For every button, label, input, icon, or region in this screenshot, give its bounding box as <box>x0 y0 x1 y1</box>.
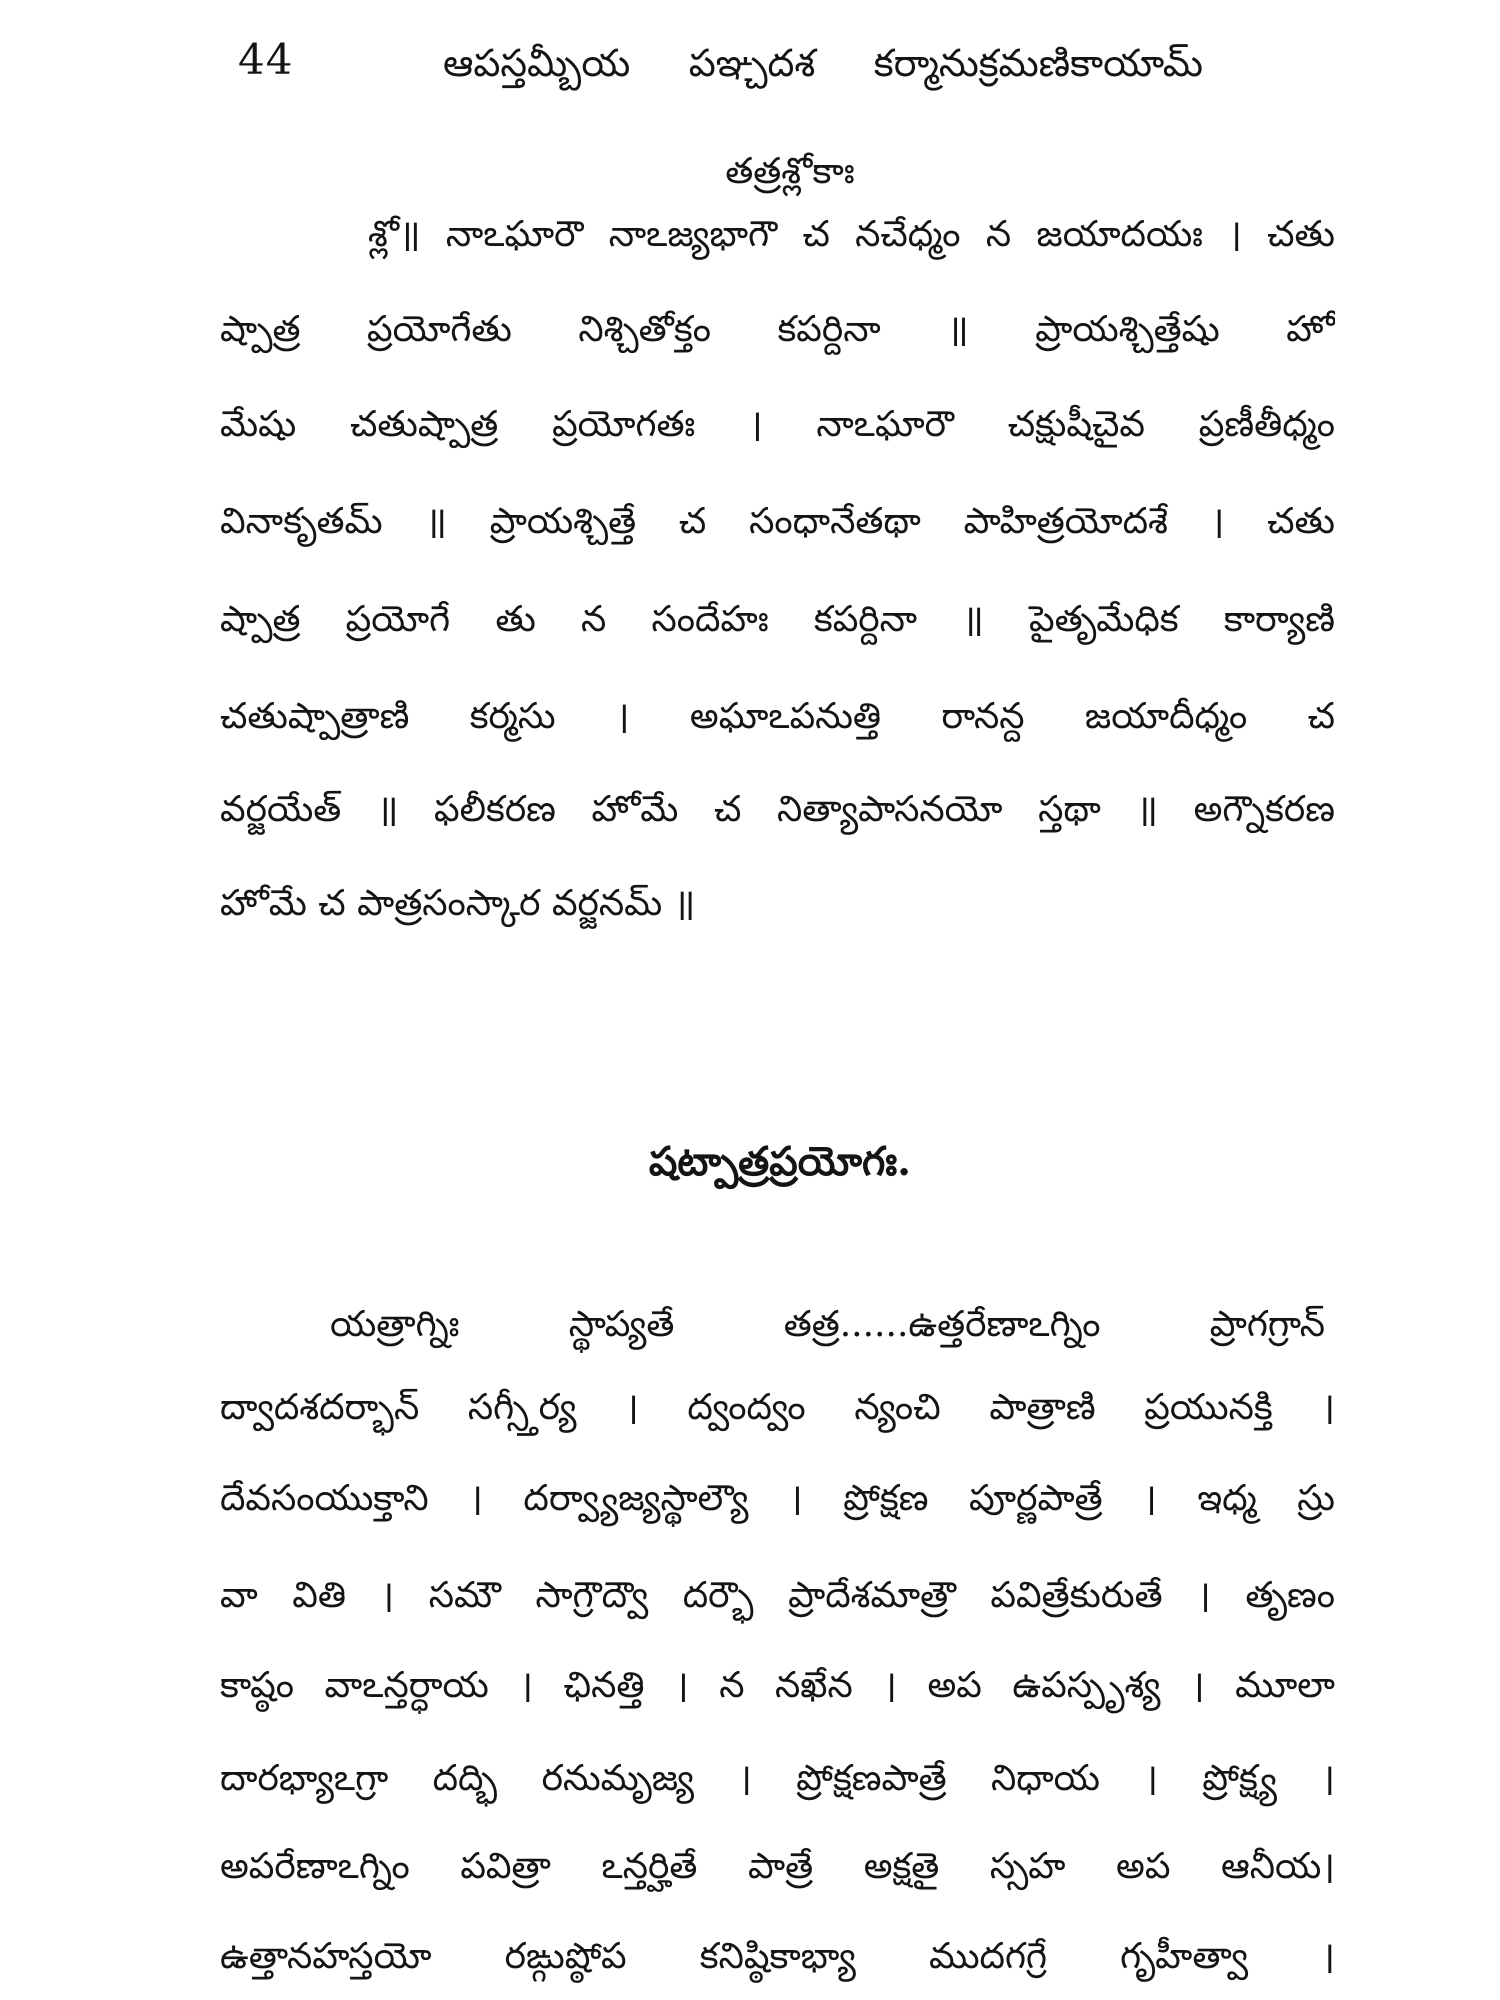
text-line: దారభ్యాఽగ్రా దద్భి రనుమృజ్య । ప్రోక్షణపాత్రే నిధాయ । ప్రోక్ష్య । <box>220 1758 1335 1799</box>
text-line: మేషు చతుష్పాత్ర ప్రయోగతః । నాఽఘారౌ చక్షుషీచైవ ప్రణీతీధ్మం <box>220 404 1335 445</box>
text-line: వా వితి । సమౌ సాగ్రౌద్వౌ దర్భౌ ప్రాదేశమాత్రౌ పవిత్రేకురుతే । తృణం <box>220 1575 1335 1616</box>
text-line: ద్వాదశదర్భాన్ సగ్స్తీర్య । ద్వంద్వం న్యంచి పాత్రాణి ప్రయునక్తి । <box>220 1387 1335 1428</box>
text-line: చతుష్పాత్రాణి కర్మసు । అఘాఽపనుత్తి రానన్ద జయాదీధ్మం చ <box>220 696 1335 737</box>
text-line: యత్రాగ్నిః స్థాప్యతే తత్ర......ఉత్తరేణాఽగ్నిం ప్రాగగ్రాన్ <box>330 1304 1325 1345</box>
text-line: ష్పాత్ర ప్రయోగేతు నిశ్చితోక్తం కపర్దినా ॥ ప్రాయశ్చిత్తేషు హో <box>220 309 1335 350</box>
running-head: ఆపస్తమ్బీయ పఞ్చదశ కర్మానుక్రమణికాయామ్ <box>443 41 1203 85</box>
text-line: దేవసంయుక్తాని । దర్వ్యాజ్యస్థాల్యౌ । ప్రోక్షణ పూర్ణపాత్రే । ఇధ్మ స్రు <box>220 1478 1335 1519</box>
text-line: అపరేణాఽగ్నిం పవిత్రా ఽన్తర్హితే పాత్రే అక్షతై స్సహ అప ఆనీయ। <box>220 1846 1335 1887</box>
section-heading-prayoga: షట్పాత్రప్రయోగః. <box>648 1138 912 1185</box>
text-line: వర్జయేత్ ॥ ఫలీకరణ హోమే చ నిత్యాపాసనయో స్తథా ॥ అగ్నౌకరణ <box>220 789 1335 830</box>
text-line: ఉత్తానహస్తయో రఙ్గుష్ఠోప కనిష్ఠికాభ్యా ముదగగ్రే గృహీత్వా । <box>220 1936 1335 1977</box>
text-line: శ్లో॥ నాఽఘారౌ నాఽజ్యభాగౌ చ నచేధ్మం న జయాదయః । చతు <box>368 214 1335 255</box>
text-line: హోమే చ పాత్రసంస్కార వర్జనమ్ ॥ <box>220 883 696 924</box>
text-line: వినాకృతమ్ ॥ ప్రాయశ్చిత్తే చ సంధానేతథా పాహిత్రయోదశే । చతు <box>220 501 1335 542</box>
text-line: ష్పాత్ర ప్రయోగే తు న సందేహః కపర్దినా ॥ పైతృమేధిక కార్యాణి <box>220 599 1335 640</box>
section-heading-shlokas: తత్రశ్లోకాః <box>725 151 855 192</box>
text-line: కాష్ఠం వాఽన్తర్ధాయ । ఛినత్తి । న నఖేన । అప ఉపస్పృశ్య । మూలా <box>220 1665 1335 1706</box>
page-number: 44 <box>238 35 294 84</box>
